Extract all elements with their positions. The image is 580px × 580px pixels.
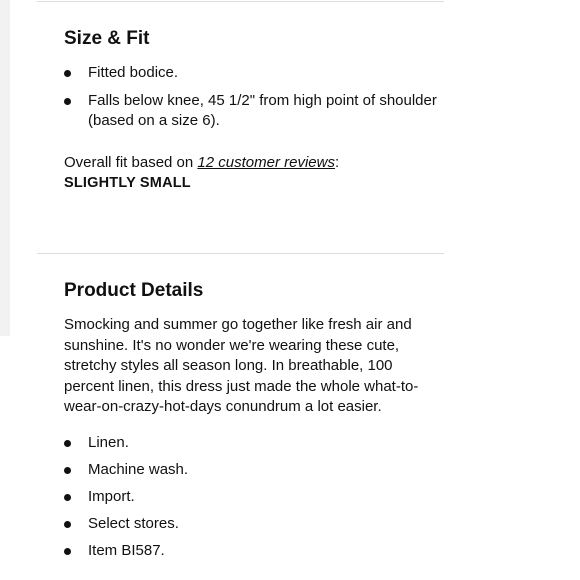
bullet-icon xyxy=(64,548,71,555)
product-description: Smocking and summer go together like fresh air and sunshine. It's no wonder we're wearing these cute, stretchy styles all season long. In breathable, 100 percent linen, this dress just made the whole what-to-wear-on-crazy-hot-days conundrum a lot easier. xyxy=(64,316,419,415)
size-fit-item-text: Fitted bodice. xyxy=(88,64,179,81)
bullet-icon xyxy=(64,98,71,105)
product-detail-text: Machine wash. xyxy=(88,460,189,478)
size-fit-item-text: Falls below knee, 45 1/2" from high point of shoulder (based on a size 6). xyxy=(88,91,437,129)
product-detail-item xyxy=(64,460,444,481)
bullet-icon xyxy=(64,521,71,528)
bullet-icon xyxy=(64,494,71,501)
size-fit-item xyxy=(64,91,444,132)
section-divider-top xyxy=(37,1,444,2)
bullet-icon xyxy=(64,70,71,77)
product-detail-text: Linen. xyxy=(88,433,129,451)
product-detail-text: Import. xyxy=(88,487,135,505)
section-divider xyxy=(37,253,444,254)
product-detail-item xyxy=(64,433,444,454)
size-fit-heading: Size & Fit xyxy=(64,28,150,49)
size-fit-item xyxy=(64,63,444,84)
product-detail-text: Select stores. xyxy=(88,514,179,532)
product-details-heading: Product Details xyxy=(64,280,204,301)
left-panel-edge xyxy=(0,0,10,336)
size-fit-list xyxy=(64,63,444,132)
overall-fit-summary xyxy=(64,152,444,194)
fit-suffix: : xyxy=(334,153,340,171)
size-fit-section xyxy=(64,27,444,194)
bullet-icon xyxy=(64,467,71,474)
product-detail-text: Item BI587. xyxy=(88,541,165,559)
fit-prefix: Overall fit based on xyxy=(64,153,198,171)
customer-reviews-link[interactable]: 12 customer reviews xyxy=(197,153,335,171)
bullet-icon xyxy=(64,440,71,447)
product-details-section xyxy=(64,279,444,568)
product-detail-item xyxy=(64,541,444,562)
product-detail-item xyxy=(64,514,444,535)
product-detail-item xyxy=(64,487,444,508)
product-details-list xyxy=(64,433,444,562)
fit-rating-value: SLIGHTLY SMALL xyxy=(64,174,191,191)
